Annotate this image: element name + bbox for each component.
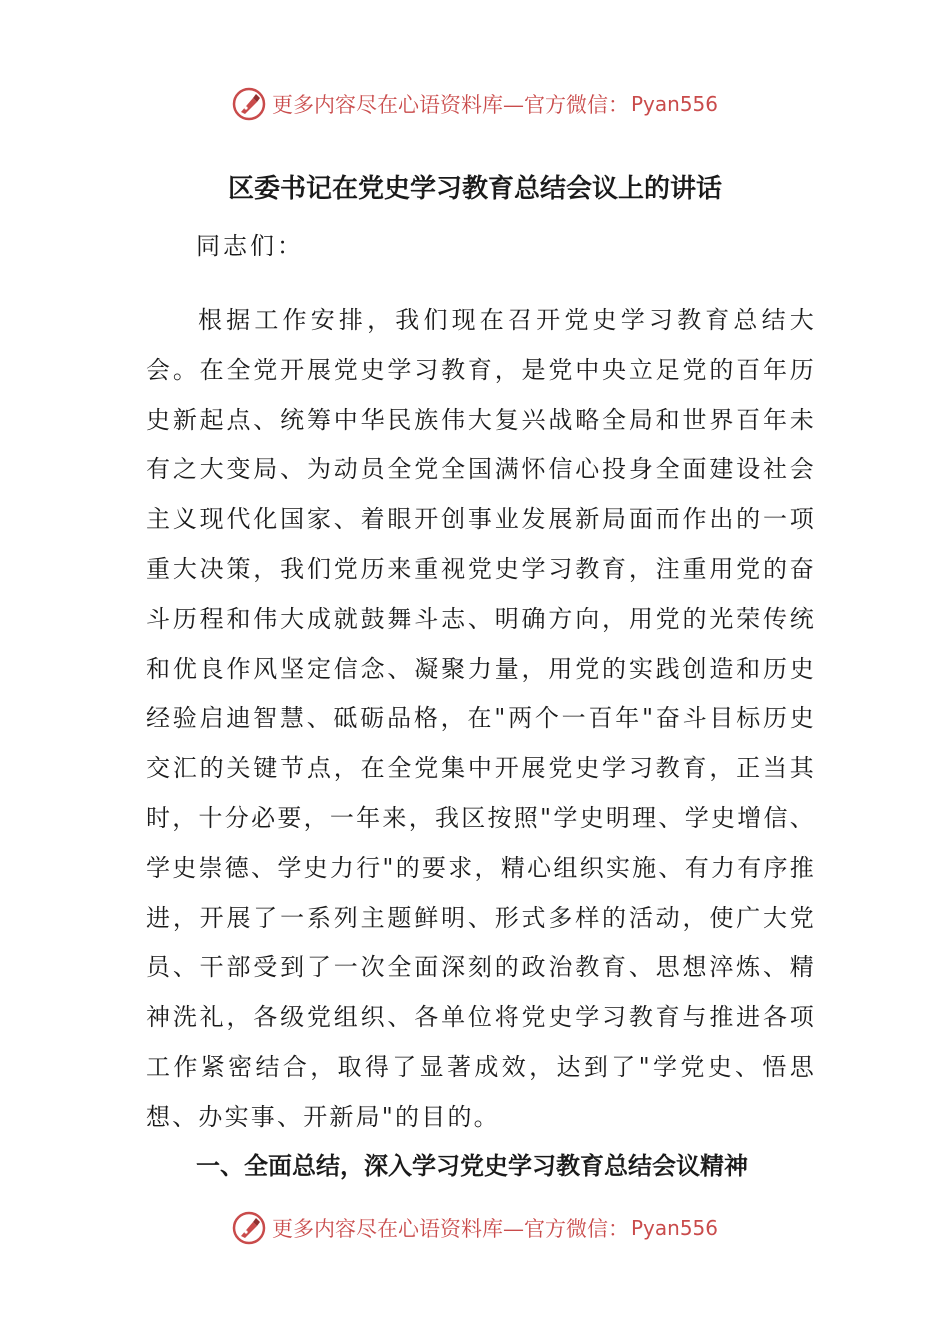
pen-nib-logo-icon bbox=[232, 87, 266, 121]
header-banner bbox=[0, 82, 950, 126]
salutation: 同志们： bbox=[196, 232, 304, 260]
banner-wechat-id: Pyan556 bbox=[630, 1216, 718, 1240]
body-paragraph: 根据工作安排，我们现在召开党史学习教育总结大会。在全党开展党史学习教育，是党中央立足党的百年历史新起点、统筹中华民族伟大复兴战略全局和世界百年未有之大变局、为动员全党全国满怀信心投身全面建设社会主义现代化国家、着眼开创事业发展新局面而作出的一项重大决策，我们党历来重视党史学习教育，注重用党的奋斗历程和伟大成就鼓舞斗志、明确方向，用党的光荣传统和优良作风坚定信念、凝聚力量，用党的实践创造和历史经验启迪智慧、砥砺品格，在"两个一百年"奋斗目标历史交汇的关键节点，在全党集中开展党史学习教育，正当其时，十分必要，一年来，我区按照"学史明理、学史增信、学史崇德、学史力行"的要求，精心组织实施、有力有序推进，开展了一系列主题鲜明、形式多样的活动，使广大党员、干部受到了一次全面深刻的政治教育、思想淬炼、精神洗礼，各级党组织、各单位将党史学习教育与推进各项工作紧密结合，取得了显著成效，达到了"学党史、悟思想、办实事、开新局"的目的。 bbox=[146, 306, 816, 1131]
banner-text: 更多内容尽在心语资料库—官方微信： bbox=[271, 93, 629, 117]
document-title: 区委书记在党史学习教育总结会议上的讲话 bbox=[227, 174, 722, 204]
footer-banner bbox=[0, 1206, 950, 1250]
pen-nib-logo-icon bbox=[232, 1211, 266, 1245]
banner-wechat-id: Pyan556 bbox=[630, 92, 718, 116]
banner-text: 更多内容尽在心语资料库—官方微信： bbox=[271, 1217, 629, 1241]
section-heading: 一、全面总结，深入学习党史学习教育总结会议精神 bbox=[196, 1152, 748, 1180]
